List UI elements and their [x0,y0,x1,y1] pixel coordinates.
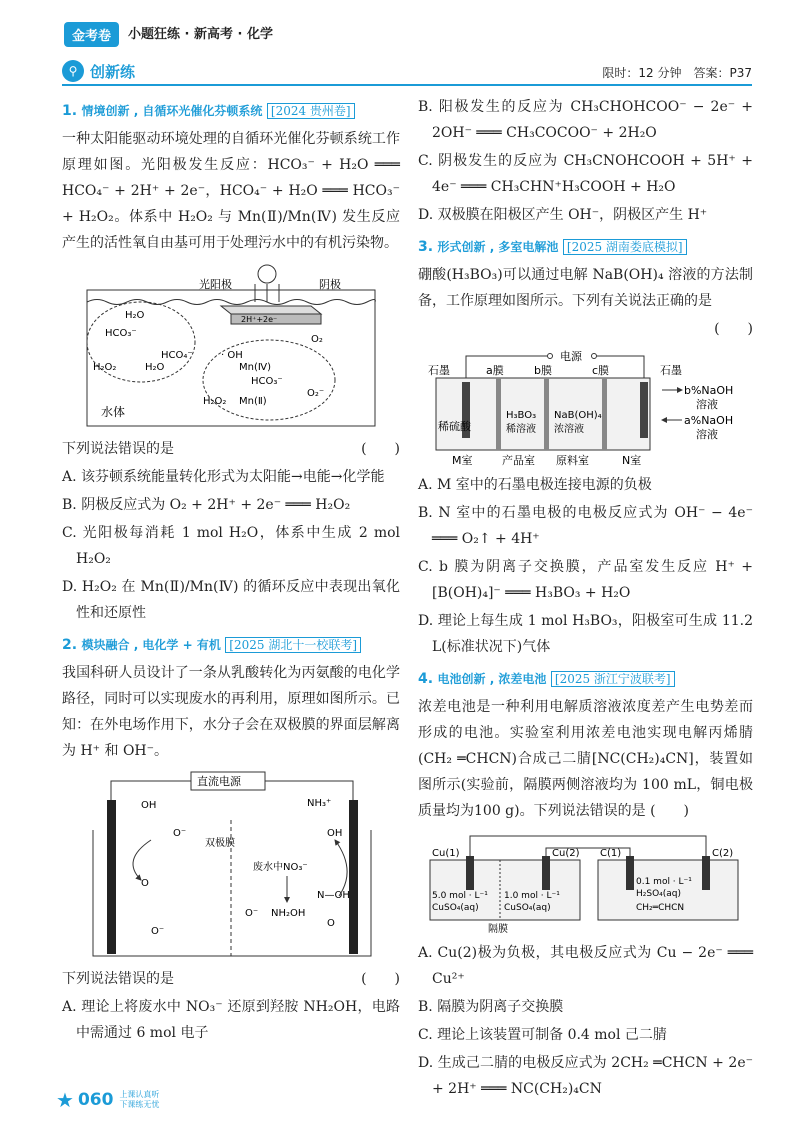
right-column [418,92,753,1104]
membrane-b-label: b膜 [533,364,552,377]
q4-option-d: D. 生成己二腈的电极反应式为 2CH₂ ═CHCN + 2e⁻ + 2H⁺ ═══ NC(CH₂)₄CN [418,1055,753,1097]
header-rule [62,84,752,86]
brand-badge: 金考卷 [64,22,119,47]
question-number: 4. [418,671,434,687]
acrylonitrile-label: CH₂═CHCN [635,903,684,913]
q2-figure [81,770,381,960]
dc-power-label: 直流电源 [197,775,241,788]
question-source: [2025 浙江宁波联考] [551,671,675,687]
q3-option-d: D. 理论上每生成 1 mol H₃BO₃，阳极室可生成 11.2 L(标准状况下)气体 [418,613,753,655]
mn4-label: Mn(Ⅳ) [239,362,271,373]
magnifier-icon: ⚲ [62,60,84,82]
alanine-oh-label: OH [327,828,343,839]
slogan-line-1: 上课认真听 [119,1090,160,1099]
question-source: [2025 湖南娄底模拟] [563,239,687,255]
q2-ask [62,966,400,992]
m-room-label: M室 [451,454,472,466]
q1-answer-blank: ( ) [361,441,400,457]
waste-nitrate-label: 废水中NO₃⁻ [253,862,308,873]
q4-option-c: C. 理论上该装置可制备 0.4 mol 己二腈 [418,1027,667,1043]
page-header [0,0,800,52]
q2-ask-text: 下列说法错误的是 [62,971,174,987]
bipolar-membrane-label: 双极膜 [205,838,235,849]
q3-ask [418,316,753,342]
hco3-label-2: HCO₃⁻ [251,376,283,387]
acid-conc-label: 0.1 mol · L⁻¹ [635,877,692,887]
b-solution-label: 溶液 [695,398,718,411]
cu2-label: Cu(2) [551,848,579,859]
q3-option-c: C. b 膜为阴离子交换膜，产品室发生反应 H⁺ + [B(OH)₄]⁻ ═══ H₃BO₃ + H₂O [418,559,753,601]
n-room-label: N室 [621,454,641,466]
a-solution-label: 溶液 [695,428,718,441]
q1-ask-text: 下列说法错误的是 [62,441,174,457]
power-label: 电源 [559,350,582,363]
question-tag: 模块融合 , 电化学 + 有机 [81,638,221,652]
ester-o-minus-label: O⁻ [245,908,259,919]
b-naoh-label: b%NaOH [683,384,733,397]
pyruvate-o-minus-label: O⁻ [151,926,165,937]
q2-option-b: B. 阳极发生的反应为 CH₃CHOHCOO⁻ − 2e⁻ + 2OH⁻ ═══ CH₃COCOO⁻ + 2H₂O [418,99,753,141]
section-label: 创新练 [90,62,136,81]
section-title [62,60,135,82]
cuso4-left-label: CuSO₄(aq) [431,903,479,913]
oxime-label: N—OH [317,890,350,901]
conc-solution-label: 浓溶液 [553,424,584,435]
q1-option-c: C. 光阳极每消耗 1 mol H₂O，体系中生成 2 mol H₂O₂ [62,525,400,567]
product-room-label: 产品室 [501,454,535,466]
pyruvate-o-label: O [141,878,149,889]
o2-label: O₂ [311,334,323,345]
q2-option-a: A. 理论上将废水中 NO₃⁻ 还原到羟胺 NH₂OH，电路中需通过 6 mol 电子 [62,999,400,1041]
footer-slogan [119,1090,159,1110]
q1-option-a: A. 该芬顿系统能量转化形式为太阳能→电能→化学能 [62,469,385,485]
question-number: 3. [418,239,434,255]
q1-option-d: D. H₂O₂ 在 Mn(Ⅱ)/Mn(Ⅳ) 的循环反应中表现出氧化性和还原性 [62,579,400,621]
q4-option-b: B. 隔膜为阴离子交换膜 [418,999,564,1015]
question-tag: 情境创新 , 自循环光催化芬顿系统 [81,104,263,118]
ammonium-label: NH₃⁺ [307,798,332,809]
plate-label: 2H⁺+2e⁻ [241,315,278,324]
q1-ask [62,436,400,462]
q1-figure [81,262,381,430]
oxime-oh-label: O [327,918,335,929]
page-footer [56,1088,159,1112]
slogan-line-2: 下课练无忧 [119,1100,160,1109]
separator-label: 隔膜 [487,924,508,934]
question-source: [2024 贵州卷] [267,103,355,119]
series-title: 小题狂练 · 新高考 · 化学 [128,27,273,42]
dilute-solution-label: 稀溶液 [505,424,536,435]
left-column [62,92,400,1048]
question-3-header [418,234,753,260]
q4-figure [426,830,746,934]
oh-radical-label: · OH [221,350,243,361]
q3-answer-blank: ( ) [714,321,753,337]
q4-option-a: A. Cu(2)极为负极，其电极反应式为 Cu − 2e⁻ ═══ Cu²⁺ [418,945,753,987]
anode-label: 光阳极 [199,278,232,291]
q1-option-b: B. 阴极反应式为 O₂ + 2H⁺ + 2e⁻ ═══ H₂O₂ [62,497,351,513]
question-number: 2. [62,637,78,653]
page-number: 060 [77,1090,114,1110]
q2-option-c: C. 阴极发生的反应为 CH₃CNOHCOOH + 5H⁺ + 4e⁻ ═══ CH₃CHN⁺H₃COOH + H₂O [418,153,753,195]
hco3-label: HCO₃⁻ [105,328,137,339]
lactate-o-minus-label: O⁻ [173,828,187,839]
question-1-header [62,98,400,124]
conc2-label: 1.0 mol · L⁻¹ [503,891,560,901]
q4-stem-text: 浓差电池是一种利用电解质溶液浓度差产生电势差而形成的电池。实验室利用浓差电池实现电解丙烯腈(CH₂ ═CHCN)合成己二腈[NC(CH₂)₄CN]，装置如图所示(实验前，隔膜两侧溶液均为 100 mL，铜电极质量均为100 g)。下列说法错误的是 [418,699,753,819]
membrane-a-label: a膜 [485,364,504,377]
question-tag: 形式创新 , 多室电解池 [437,240,559,254]
hydroxylamine-label: NH₂OH [271,908,306,919]
cu1-label: Cu(1) [431,848,459,859]
question-4-header [418,666,753,692]
cuso4-right-label: CuSO₄(aq) [503,903,551,913]
boric-acid-label: H₃BO₃ [505,410,536,421]
star-icon: ★ [56,1088,74,1112]
cathode-label: 阴极 [319,278,341,291]
q3-figure [426,348,746,466]
question-2-stem: 我国科研人员设计了一条从乳酸转化为丙氨酸的电化学路径，同时可以实现废水的再利用，原理如图所示。已知：在外电场作用下，水分子会在双极膜的界面层解离为 H⁺ 和 OH⁻。 [62,665,400,759]
a-naoh-label: a%NaOH [683,414,733,427]
nab-label: NaB(OH)₄ [553,410,602,421]
question-source: [2025 湖北十一校联考] [225,637,361,653]
question-2-header [62,632,400,658]
graphite-right-label: 石墨 [659,364,682,377]
graphite-left-label: 石墨 [427,364,450,377]
c1-label: C(1) [599,848,621,859]
question-number: 1. [62,103,78,119]
membrane-c-label: c膜 [591,364,609,377]
h2so4-label: H₂SO₄(aq) [635,889,681,899]
question-tag: 电池创新 , 浓差电池 [437,672,547,686]
lactate-oh-label: OH [141,800,157,811]
q3-option-b: B. N 室中的石墨电极的电极反应式为 OH⁻ − 4e⁻ ═══ O₂↑ + 4H⁺ [418,505,753,547]
q2-answer-blank: ( ) [361,971,400,987]
h2o-label: H₂O [125,310,145,321]
water-label: 水体 [101,405,126,419]
raw-room-label: 原料室 [555,454,589,466]
question-3-stem: 硼酸(H₃BO₃)可以通过电解 NaB(OH)₄ 溶液的方法制备，工作原理如图所示。下列有关说法正确的是 [418,267,753,309]
c2-label: C(2) [711,848,733,859]
q3-option-a: A. M 室中的石墨电极连接电源的负极 [418,477,652,493]
conc1-label: 5.0 mol · L⁻¹ [431,891,488,901]
hco4-label: HCO₄⁻ [161,350,193,361]
h2o2-label-2: H₂O₂ [203,396,227,407]
dilute-acid-label: 稀硫酸 [437,420,471,433]
question-4-stem [418,694,753,824]
q4-answer-blank: ( ) [650,803,689,819]
question-1-stem: 一种太阳能驱动环境处理的自循环光催化芬顿系统工作原理如图。光阳极发生反应：HCO₃⁻ + H₂O ═══ HCO₄⁻ + 2H⁺ + 2e⁻，HCO₄⁻ + H₂O ═══ HCO₃⁻ + H₂O₂。体系中 H₂O₂ 与 Mn(Ⅱ)/Mn(Ⅳ) 发生反应产生的活性氧自由基可用于处理污水中的有机污染物。 [62,131,400,251]
q2-option-d: D. 双极膜在阳极区产生 OH⁻，阴极区产生 H⁺ [418,207,708,223]
mn2-label: Mn(Ⅱ) [239,396,267,407]
h2o2-label: H₂O₂ [93,362,117,373]
time-answer-meta: 限时：12 分钟 答案：P37 [602,66,752,80]
superoxide-label: O₂⁻ [307,388,325,399]
h2o-label-2: H₂O [145,362,165,373]
